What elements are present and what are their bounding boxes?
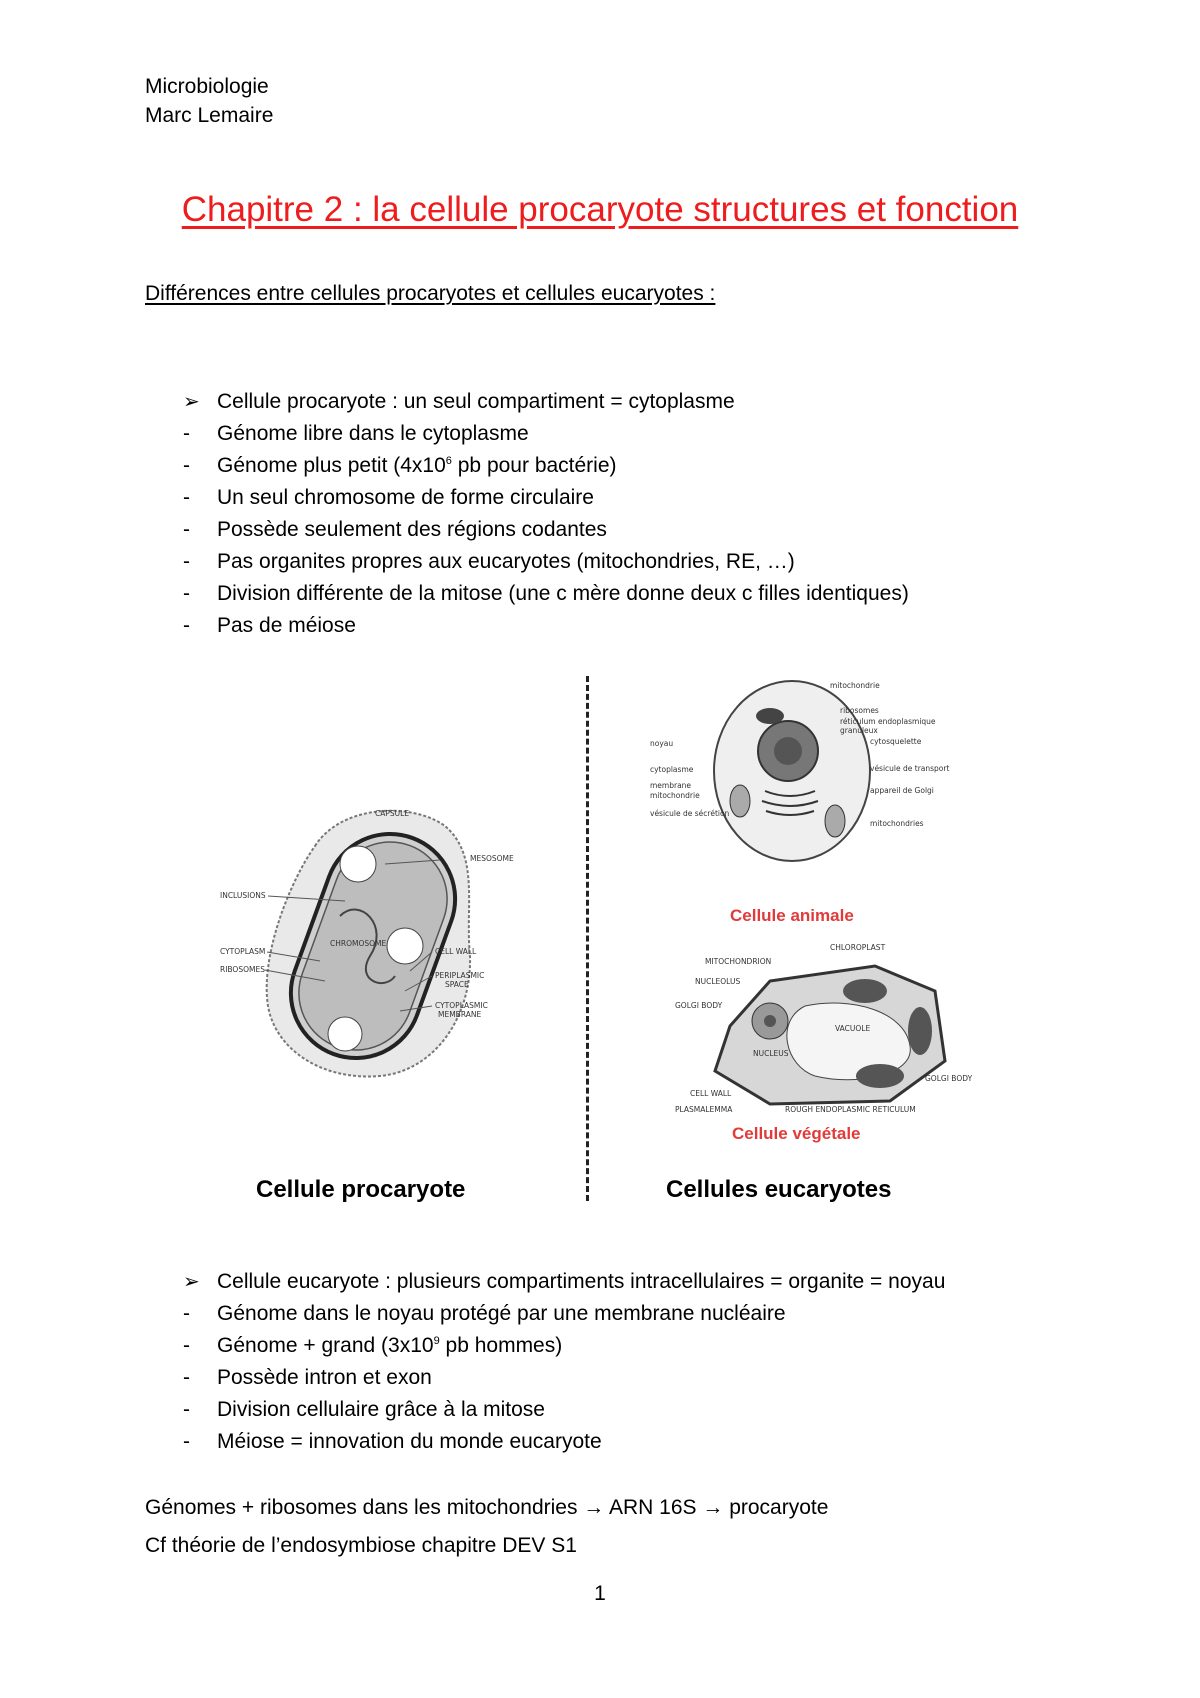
author-name: Marc Lemaire (145, 104, 274, 127)
svg-text:INCLUSIONS: INCLUSIONS (220, 891, 266, 900)
svg-text:MESOSOME: MESOSOME (470, 854, 514, 863)
svg-text:GOLGI BODY: GOLGI BODY (925, 1074, 973, 1083)
animal-cell-caption: Cellule animale (730, 906, 854, 925)
svg-text:PLASMALEMMA: PLASMALEMMA (675, 1105, 733, 1114)
svg-text:RIBOSOMES: RIBOSOMES (220, 965, 265, 974)
endosymbiosis-note: Cf théorie de l’endosymbiose chapitre DEV S1 (145, 1534, 577, 1557)
eucaryote-list (145, 1266, 945, 1458)
list-item: - Possède seulement des régions codantes (183, 518, 607, 541)
svg-text:réticulum endoplasmique: réticulum endoplasmique (840, 717, 936, 726)
svg-text:cytosquelette: cytosquelette (870, 737, 922, 746)
svg-text:mitochondries: mitochondries (870, 819, 924, 828)
svg-text:cytoplasme: cytoplasme (650, 765, 694, 774)
course-name: Microbiologie (145, 75, 269, 98)
procaryote-caption: Cellule procaryote (256, 1176, 466, 1203)
svg-text:ROUGH ENDOPLASMIC RETICULUM: ROUGH ENDOPLASMIC RETICULUM (785, 1105, 916, 1114)
cell-comparison-figure (220, 676, 990, 1236)
svg-text:PERIPLASMIC: PERIPLASMIC (435, 971, 485, 980)
svg-text:NUCLEUS: NUCLEUS (753, 1049, 789, 1058)
svg-text:CAPSULE: CAPSULE (375, 809, 410, 818)
svg-text:appareil de Golgi: appareil de Golgi (870, 786, 934, 795)
svg-text:NUCLEOLUS: NUCLEOLUS (695, 977, 741, 986)
list-item: - Génome + grand ($3x10^9$ pb hommes) (183, 1334, 563, 1357)
svg-text:CYTOPLASMIC: CYTOPLASMIC (435, 1001, 488, 1010)
list-item: - Pas de méiose (183, 614, 356, 637)
list-item: - Un seul chromosome de forme circulaire (183, 486, 594, 509)
svg-text:CELL WALL: CELL WALL (690, 1089, 732, 1098)
procaryote-list (145, 386, 909, 642)
svg-text:CHROMOSOME: CHROMOSOME (330, 939, 387, 948)
arrow-bullet-icon: ➢ (183, 391, 200, 413)
svg-text:MITOCHONDRION: MITOCHONDRION (705, 957, 772, 966)
svg-text:noyau: noyau (650, 739, 674, 748)
mitochondria-note: Génomes + ribosomes dans les mitochondries → ARN 16S → procaryote (145, 1496, 829, 1519)
svg-text:SPACE: SPACE (445, 980, 469, 989)
plant-cell-illustration (675, 936, 975, 1136)
list-item: - Méiose = innovation du monde eucaryote (183, 1430, 602, 1453)
arrow-bullet-icon: ➢ (183, 1271, 200, 1293)
svg-text:granuleux: granuleux (840, 726, 878, 735)
list-item: - Division cellulaire grâce à la mitose (183, 1398, 545, 1421)
list-item: - Division différente de la mitose (une c mère donne deux c filles identiques) (183, 582, 909, 605)
eucaryote-caption: Cellules eucaryotes (666, 1176, 892, 1203)
right-arrow-icon: → (583, 1496, 605, 1519)
svg-text:mitochondrie: mitochondrie (650, 791, 700, 800)
svg-text:membrane: membrane (650, 781, 692, 790)
page-number: 1 (594, 1582, 606, 1605)
list-item: - Possède intron et exon (183, 1366, 432, 1389)
svg-text:CYTOPLASM: CYTOPLASM (220, 947, 266, 956)
plant-cell-caption: Cellule végétale (732, 1124, 861, 1143)
svg-text:MEMBRANE: MEMBRANE (438, 1010, 482, 1019)
right-arrow-icon: → (702, 1496, 724, 1519)
list-lead: ➢ Cellule eucaryote : plusieurs compartiments intracellulaires = organite = noyau (145, 1266, 945, 1298)
svg-text:ribosomes: ribosomes (840, 706, 879, 715)
page-title: Chapitre 2 : la cellule procaryote structures et fonction (181, 190, 1019, 229)
list-item: - Génome libre dans le cytoplasme (183, 422, 529, 445)
animal-cell-illustration (650, 676, 950, 876)
list-lead: ➢ Cellule procaryote : un seul compartiment = cytoplasme (145, 386, 909, 418)
svg-text:mitochondrie: mitochondrie (830, 681, 880, 690)
dashed-divider (586, 676, 589, 1201)
list-item: - Génome dans le noyau protégé par une membrane nucléaire (183, 1302, 786, 1325)
section-subtitle: Différences entre cellules procaryotes et cellules eucaryotes : (145, 282, 716, 305)
list-item: - Génome plus petit ($4x10^6$ pb pour bactérie) (183, 454, 617, 477)
procaryote-cell-illustration (220, 786, 550, 1096)
list-item: - Pas organites propres aux eucaryotes (mitochondries, RE, …) (183, 550, 795, 573)
svg-text:VACUOLE: VACUOLE (835, 1024, 871, 1033)
header (145, 72, 273, 130)
svg-text:vésicule de sécrétion: vésicule de sécrétion (650, 809, 730, 818)
svg-text:GOLGI BODY: GOLGI BODY (675, 1001, 723, 1010)
svg-text:CELL WALL: CELL WALL (435, 947, 477, 956)
svg-text:vésicule de transport: vésicule de transport (870, 764, 950, 773)
svg-text:CHLOROPLAST: CHLOROPLAST (830, 943, 886, 952)
